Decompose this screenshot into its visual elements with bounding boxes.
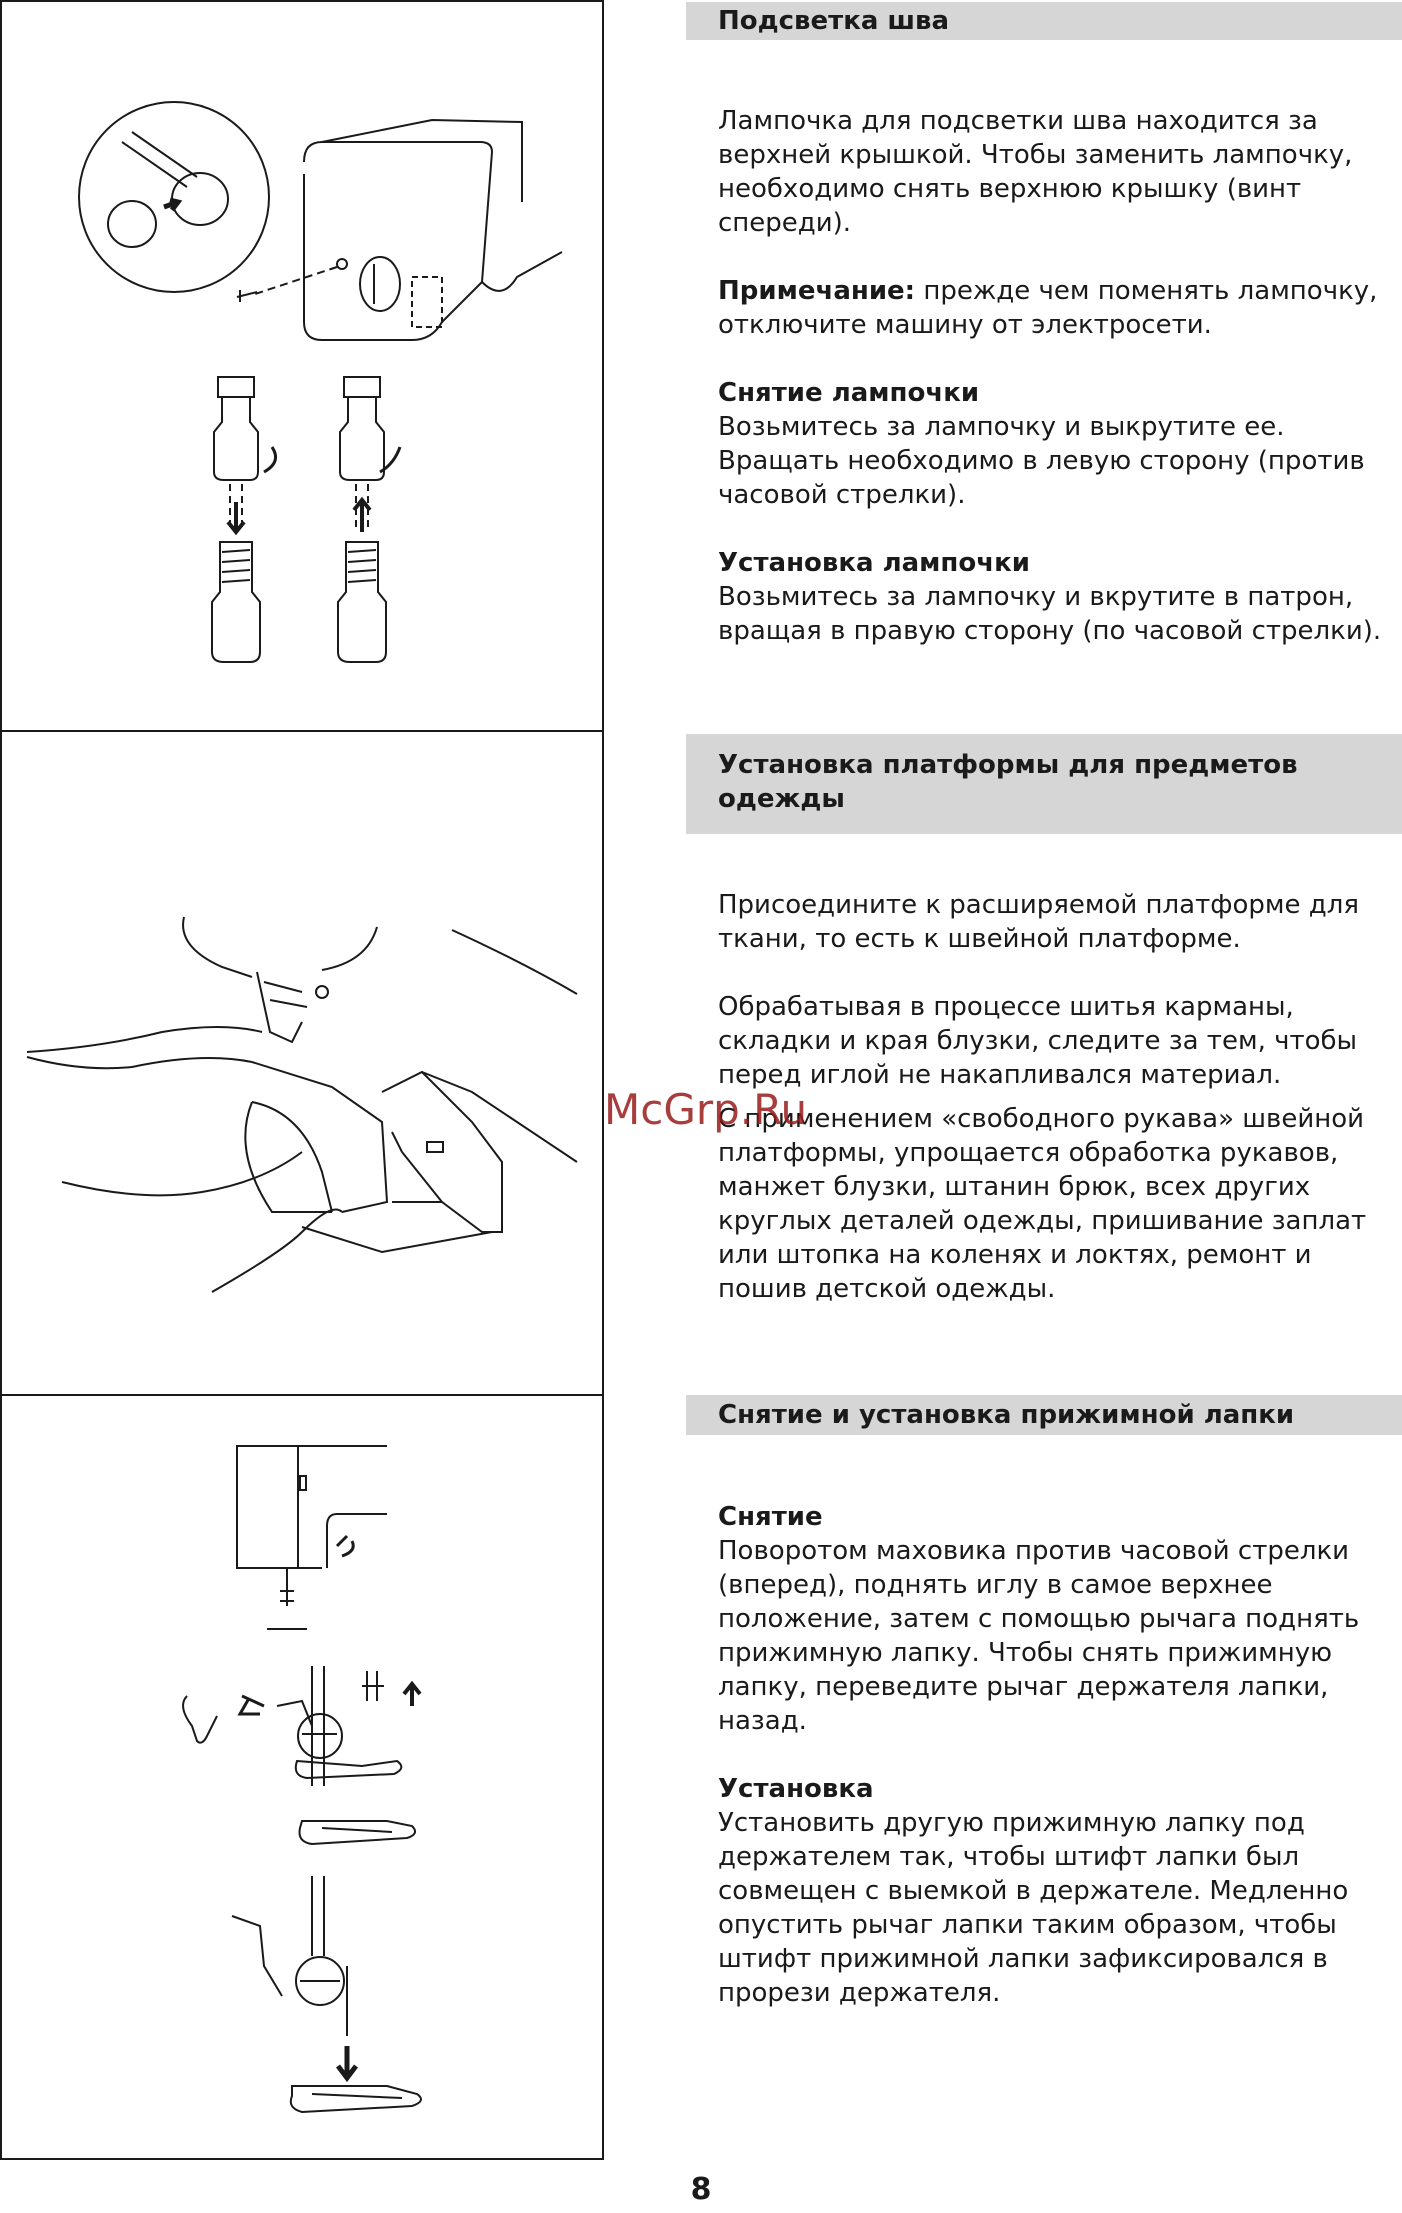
section-body-platform (718, 888, 1398, 1306)
section-title-platform: Установка платформы для предметов одежды (686, 734, 1402, 834)
presser-foot-illustration (2, 1396, 606, 2162)
bulb-note (718, 274, 1398, 342)
foot-illustration-panel (0, 1394, 604, 2160)
note-text: прежде чем поменять лампочку, отключите машину от электросети. (718, 276, 1378, 340)
section-title-foot: Снятие и установка прижимной лапки (686, 1395, 1402, 1435)
platform-illustration-panel (0, 730, 604, 1396)
foot-install-heading: Установка (718, 1774, 874, 1804)
platform-p1: Присоедините к расширяемой платформе для ткани, то есть к швейной платформе. (718, 890, 1359, 954)
foot-install-text: Установить другую прижимную лапку под держателем так, чтобы штифт лапки был совмещен с выемкой в держателе. Медленно опустить рычаг лапки таким образом, чтобы штифт прижимной лапки зафиксировался в прорези держателя. (718, 1808, 1349, 2008)
section-body-foot (718, 1500, 1398, 2010)
bulb-replacement-illustration (2, 2, 606, 734)
section-title-bulb: Подсветка шва (686, 2, 1402, 40)
page-number: 8 (690, 2172, 712, 2207)
bulb-install-text: Возьмитесь за лампочку и вкрутите в патрон, вращая в правую сторону (по часовой стрелки). (718, 582, 1382, 646)
platform-p3: С применением «свободного рукава» швейной платформы, упрощается обработка рукавов, манжет блузки, штанин брюк, всех других круглых деталей одежды, пришивание заплат или штопка на коленях и локтях, ремонт и пошив детской одежды. (718, 1104, 1367, 1304)
note-label: Примечание: (718, 276, 916, 306)
foot-remove-heading: Снятие (718, 1502, 823, 1532)
platform-p2: Обрабатывая в процессе шитья карманы, складки и края блузки, следите за тем, чтобы перед иглой не накапливался материал. (718, 992, 1358, 1090)
watermark: McGrp.Ru (604, 1085, 808, 1134)
section-body-bulb (718, 104, 1398, 648)
bulb-intro: Лампочка для подсветки шва находится за верхней крышкой. Чтобы заменить лампочку, необходимо снять верхнюю крышку (винт спереди). (718, 106, 1353, 238)
bulb-remove-text: Возьмитесь за лампочку и выкрутите ее. Вращать необходимо в левую сторону (против часовой стрелки). (718, 412, 1365, 510)
bulb-illustration-panel (0, 0, 604, 732)
bulb-install-heading: Установка лампочки (718, 548, 1030, 578)
free-arm-illustration (2, 732, 606, 1398)
bulb-remove-heading: Снятие лампочки (718, 378, 980, 408)
foot-remove-text: Поворотом маховика против часовой стрелки (вперед), поднять иглу в самое верхнее положение, затем с помощью рычага поднять прижимную лапку. Чтобы снять прижимную лапку, переведите рычаг держателя лапки, назад. (718, 1536, 1360, 1736)
